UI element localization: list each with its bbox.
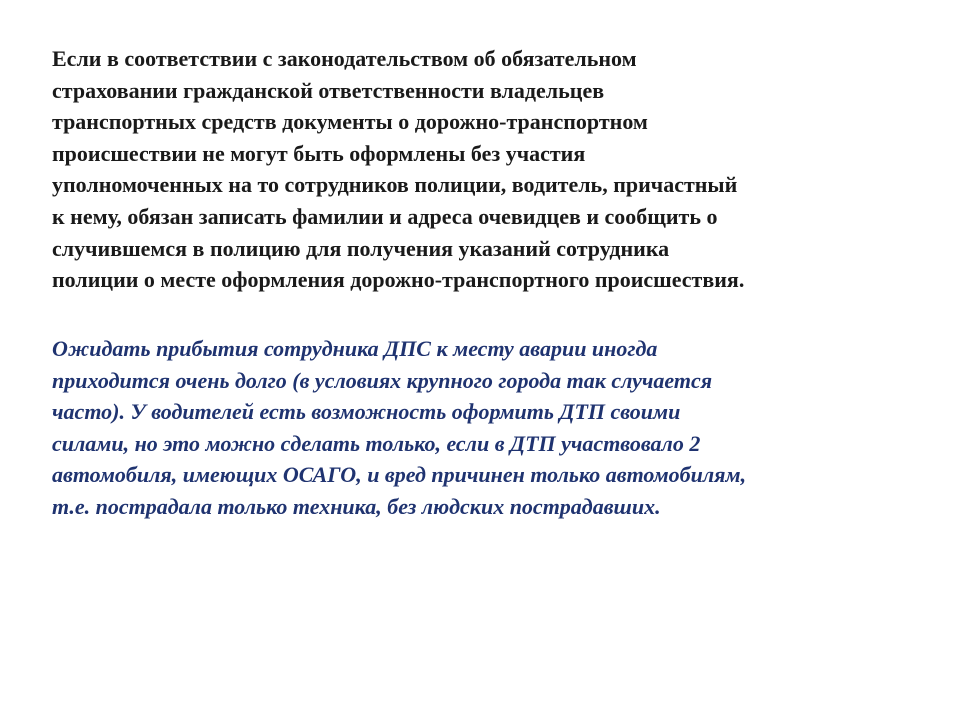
main-paragraph-line: страховании гражданской ответственности владельцев — [52, 77, 605, 103]
note-paragraph-line: автомобиля, имеющих ОСАГО, и вред причинен только автомобилям, — [52, 462, 747, 488]
main-paragraph-line: Если в соответствии с законодательством об обязательном — [52, 46, 637, 71]
main-paragraph-line: к нему, обязан записать фамилии и адреса очевидцев и сообщить о — [52, 203, 718, 229]
note-paragraph-line: Ожидать прибытия сотрудника ДПС к месту аварии иногда — [52, 336, 658, 361]
main-paragraph-line: уполномоченных на то сотрудников полиции, водитель, причастный — [52, 172, 738, 198]
note-paragraph-line: силами, но это можно сделать только, если в ДТП участвовало 2 — [52, 430, 701, 456]
main-paragraph-line: случившемся в полицию для получения указаний сотрудника — [52, 235, 670, 261]
main-paragraph-line: полиции о месте оформления дорожно-транспортного происшествия. — [52, 267, 745, 293]
main-paragraph-line: происшествии не могут быть оформлены без участия — [52, 140, 586, 166]
main-paragraph-line: транспортных средств документы о дорожно-транспортном — [52, 109, 648, 135]
note-paragraph-line: т.е. пострадала только техника, без людских пострадавших. — [52, 493, 661, 519]
note-paragraph-line: приходится очень долго (в условиях крупного города так случается — [52, 367, 713, 393]
note-paragraph — [52, 333, 912, 523]
note-paragraph-line: часто). У водителей есть возможность оформить ДТП своими — [52, 399, 681, 425]
main-paragraph — [52, 43, 912, 296]
